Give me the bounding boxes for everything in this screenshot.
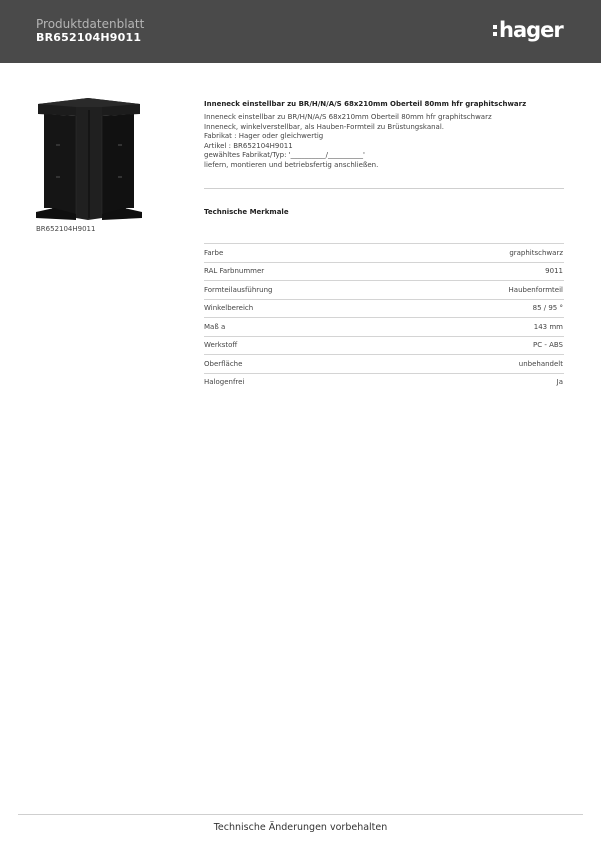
spec-label: Formteilausführung: [204, 285, 273, 294]
product-code: BR652104H9011: [36, 31, 142, 44]
spec-row-material: [204, 336, 564, 355]
hager-logo-text: hager: [499, 18, 563, 42]
spec-label: Farbe: [204, 248, 224, 257]
spec-row-angle: [204, 299, 564, 318]
spec-row-ral: [204, 262, 564, 281]
spec-row-halogen-free: [204, 373, 564, 392]
product-title: Inneneck einstellbar zu BR/H/N/A/S 68x210mm Oberteil 80mm hfr graphitschwarz: [204, 100, 527, 108]
spec-value: unbehandelt: [518, 359, 563, 368]
specs-heading: Technische Merkmale: [204, 208, 289, 216]
description-line: Inneneck, winkelverstellbar, als Hauben-Formteil zu Brüstungskanal.: [204, 122, 445, 131]
spec-value: Ja: [556, 378, 563, 387]
spec-row-form: [204, 280, 564, 299]
spec-value: graphitschwarz: [509, 248, 563, 257]
image-caption: BR652104H9011: [36, 225, 96, 233]
hager-logo: [493, 16, 563, 44]
spec-label: Werkstoff: [204, 341, 238, 350]
description-line: liefern, montieren und betriebsfertig anschließen.: [204, 160, 379, 169]
spec-value: 85 / 95 °: [532, 304, 563, 313]
spec-label: Halogenfrei: [204, 378, 245, 387]
hager-logo-dots-icon: [493, 25, 497, 36]
description-line: Inneneck einstellbar zu BR/H/N/A/S 68x210mm Oberteil 80mm hfr graphitschwarz: [204, 113, 492, 121]
spec-label: RAL Farbnummer: [204, 267, 265, 276]
document-type: Produktdatenblatt: [36, 17, 145, 31]
spec-value: 143 mm: [533, 322, 563, 331]
product-description: [204, 113, 564, 171]
spec-row-surface: [204, 354, 564, 373]
spec-value: 9011: [545, 267, 563, 276]
footer-note: Technische Änderungen vorbehalten: [213, 822, 388, 833]
footer-divider: [18, 814, 583, 815]
spec-value: PC - ABS: [533, 341, 563, 350]
description-line: Artikel : BR652104H9011: [204, 141, 293, 150]
spec-label: Oberfläche: [204, 359, 243, 368]
product-image: [36, 96, 142, 222]
description-line: gewähltes Fabrikat/Typ: '__________/__________': [204, 151, 365, 160]
spec-label: Winkelbereich: [204, 304, 254, 313]
spec-row-color: [204, 243, 564, 262]
spec-label: Maß a: [204, 322, 226, 331]
specs-table: [204, 243, 564, 391]
header-bar: [0, 0, 601, 63]
description-line: Fabrikat : Hager oder gleichwertig: [204, 132, 324, 141]
divider: [204, 188, 564, 189]
spec-row-dimension: [204, 317, 564, 336]
spec-value: Haubenformteil: [508, 285, 563, 294]
